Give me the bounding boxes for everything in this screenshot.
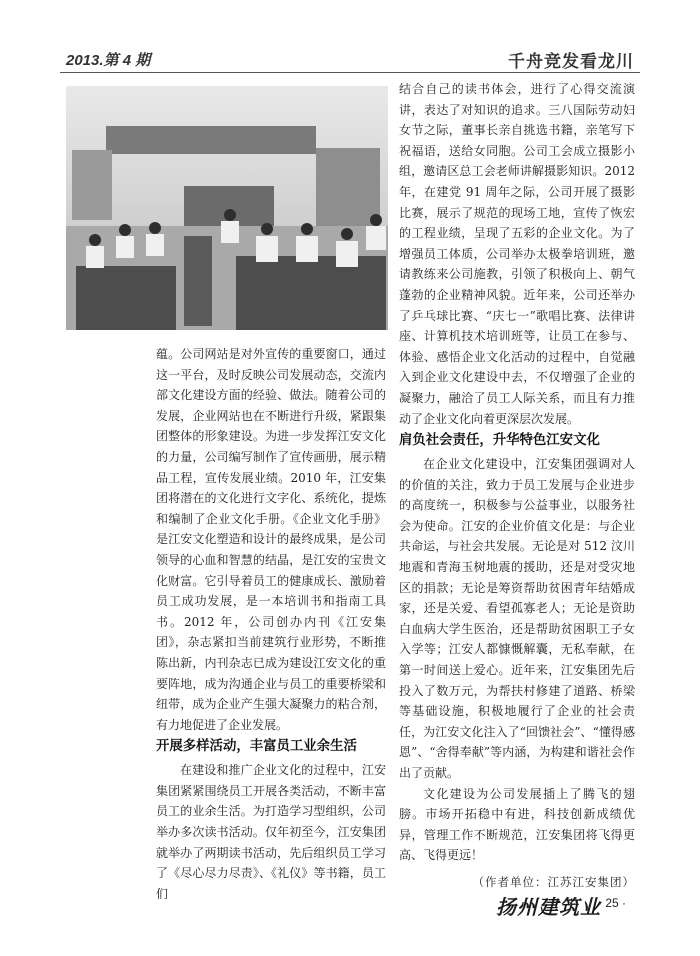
photo-banner (106, 126, 316, 154)
section-heading-activities: 开展多样活动，丰富员工业余生活 (156, 739, 357, 755)
section-heading-social-responsibility: 肩负社会责任，升华特色江安文化 (399, 433, 600, 449)
left-column (156, 344, 386, 904)
left-paragraph-2: 在建设和推广企业文化的过程中，江安集团紧紧围绕员工开展各类活动，不断丰富员工的业余生活。为打造学习型组织，公司举办多次读书活动。仅年初至今，江安集团就举办了两期读书活动，先后组织员工学习了《尽心尽力尽责》、《礼仪》等书籍，员工们 (156, 763, 386, 901)
page-header (60, 46, 640, 72)
issue-label: 2013.第 4 期 (66, 52, 151, 69)
right-paragraph-1: 结合自己的读书体会，进行了心得交流演讲，表达了对知识的追求。三八国际劳动妇女节之际，董事长亲自挑选书籍，亲笔写下祝福语，送给女同胞。公司工会成立摄影小组，邀请区总工会老师讲解摄影知识。2012 年，在建党 91 周年之际，公司开展了摄影比赛，展示了规范的现场工地，宣传了恢宏的工程业绩，呈现了五彩的企业文化。为了增强员工体质，公司举办太极拳培训班，邀请教练来公司施教，引领了积极向上、朝气蓬勃的企业精神风貌。近年来，公司还举办了乒乓球比赛、“庆七一”歌唱比赛、法律讲座、计算机技术培训班等，让员工在参与、体验、感悟企业文化活动的过程中，自觉融入到企业文化建设中去，不仅增强了企业的凝聚力，融洽了员工人际关系，而且有力推动了企业文化向着更深层次发展。 (399, 82, 635, 426)
left-paragraph-1: 蕴。公司网站是对外宣传的重要窗口，通过这一平台，及时反映公司发展动态，交流内部文化建设方面的经验、做法。随着公司的发展，企业网站也在不断进行升级，紧跟集团整体的形象建设。为进一步发挥江安文化的力量，公司编写制作了宣传画册，展示精品工程，宣传发展业绩。2010 年，江安集团将潜在的文化进行文字化、系统化，提炼和编制了企业文化手册。《企业文化手册》是江安文化塑造和设计的最终成果，是公司领导的心血和智慧的结晶，是江安的宝贵文化财富。它引导着员工的健康成长、激励着员工成功发展，是一本培训书和指南工具书。2012 年，公司创办内刊《江安集团》，杂志紧扣当前建筑行业形势，不断推陈出新，内刊杂志已成为建设江安文化的重要阵地，成为沟通企业与员工的重要桥梁和纽带，成为企业产生强大凝聚力的粘合剂，有力地促进了企业发展。 (156, 347, 386, 732)
author-affiliation: （作者单位：江苏江安集团） (472, 874, 635, 889)
header-rule (60, 72, 640, 73)
right-paragraph-3: 文化建设为公司发展插上了腾飞的翅膀。市场开拓稳中有进，科技创新成绩优异，管理工作不断规范，江安集团将飞得更高、飞得更远！ (399, 786, 635, 863)
meeting-photo (66, 86, 388, 330)
section-title: 千舟竞发看龙川 (508, 52, 634, 72)
page-number: · 25 · (598, 896, 627, 910)
right-paragraph-2: 在企业文化建设中，江安集团强调对人的价值的关注，致力于员工发展与企业进步的高度统一，积极参与公益事业，以服务社会为使命。江安的企业价值文化是：与企业共命运，与社会共发展。无论是对 512 汶川地震和青海玉树地震的援助，还是对受灾地区的捐款；无论是筹资帮助贫困青年结婚成家，还是关爱、看望孤寡老人；无论是资助白血病大学生医治，还是帮助贫困职工子女入学等；江安人都慷慨解囊，无私奉献，在第一时间送上爱心。近年来，江安集团先后投入了数万元，为帮扶村修建了道路、桥梁等基础设施，积极地履行了企业的社会责任，为江安文化注入了“回馈社会”、“懂得感恩”、“舍得奉献”等内涵，为构建和谐社会作出了贡献。 (399, 457, 635, 780)
right-column (399, 79, 635, 893)
magazine-logo: 扬州建筑业 (496, 895, 601, 919)
